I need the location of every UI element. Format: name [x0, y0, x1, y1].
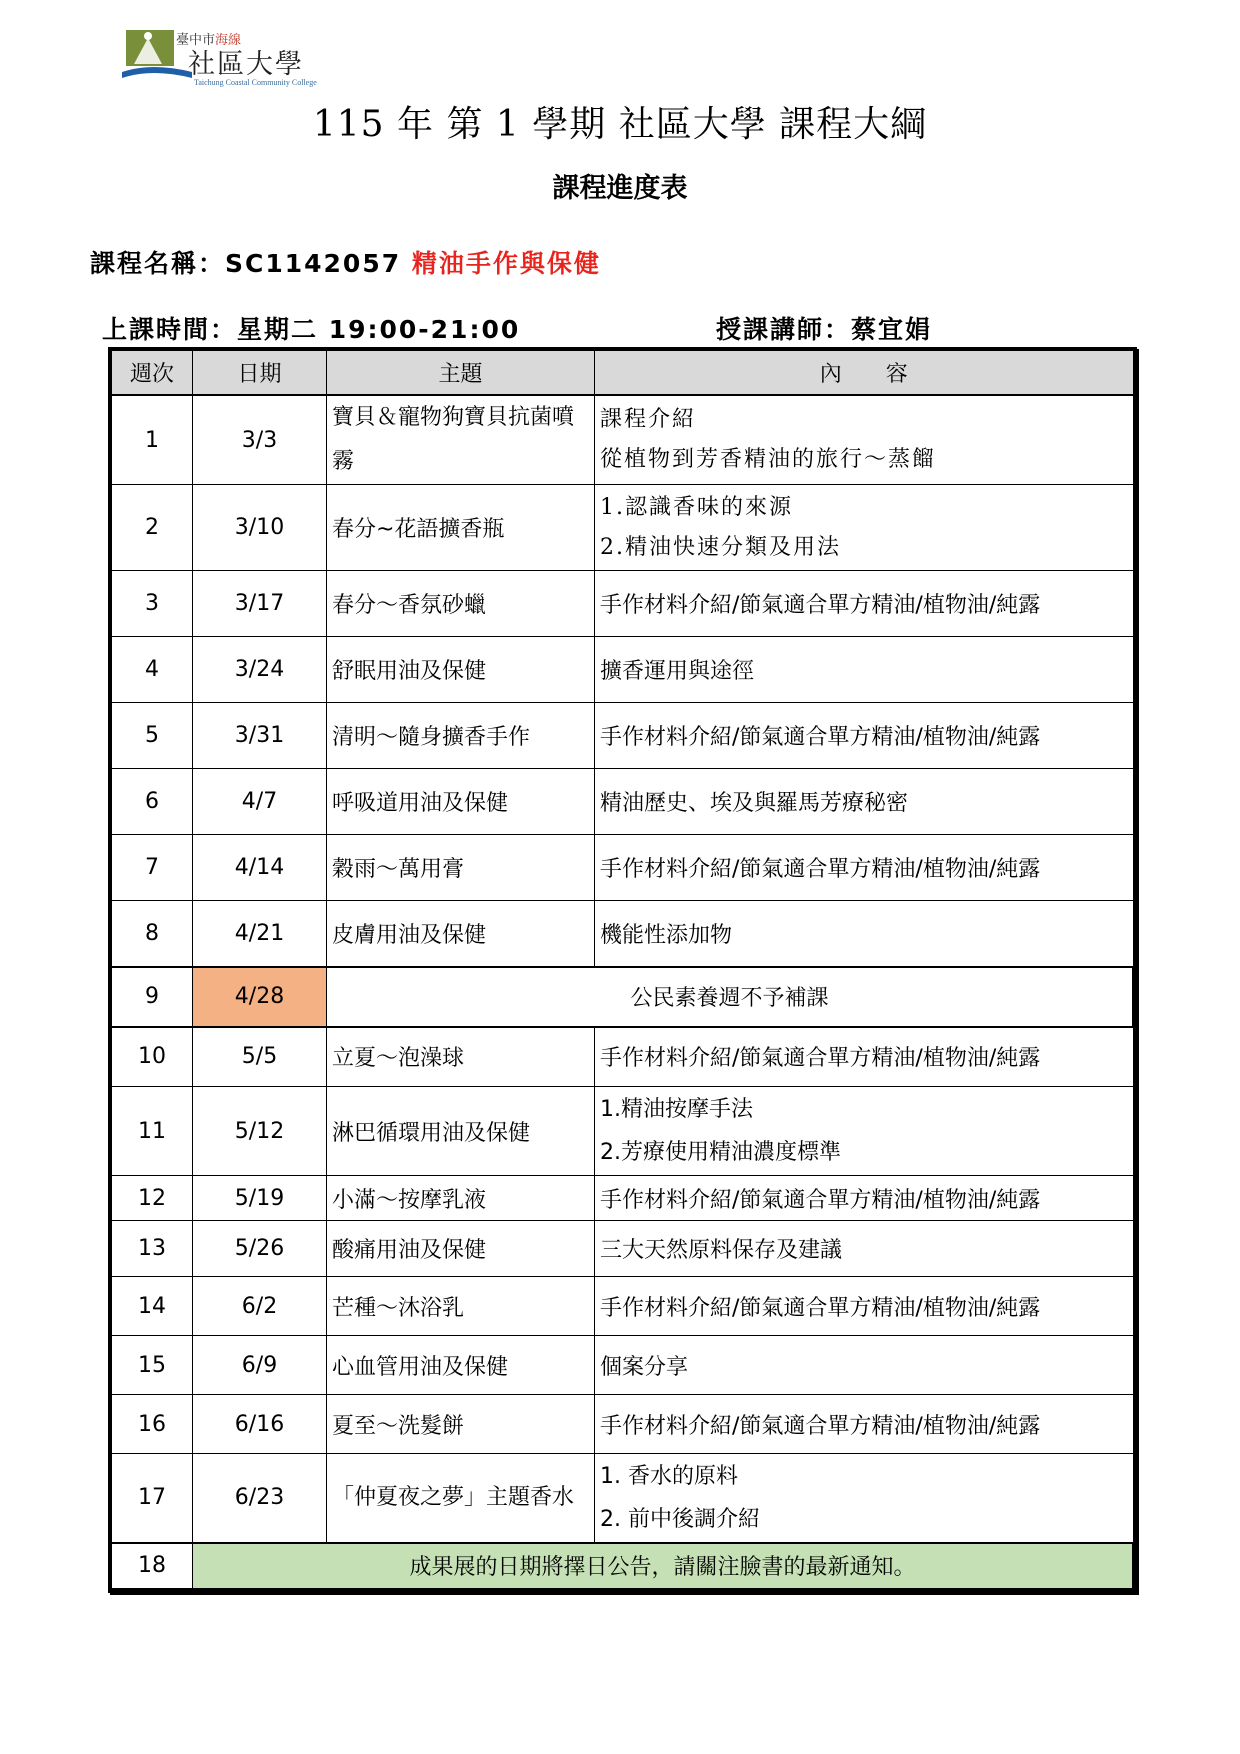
table-row: [112, 1336, 1134, 1395]
college-logo: [122, 26, 322, 87]
topic-cell: 「仲夏夜之夢」主題香水: [327, 1454, 595, 1543]
content-line: 2. 前中後調介紹: [600, 1506, 760, 1532]
content-line: 課程介紹: [600, 407, 697, 432]
content-line: 2.精油快速分類及用法: [600, 534, 841, 560]
date-cell: 3/24: [193, 637, 327, 703]
week-cell: 8: [112, 901, 193, 967]
content-cell: 精油歷史、埃及與羅馬芳療秘密: [595, 769, 1134, 835]
content-cell: 機能性添加物: [595, 901, 1134, 967]
document-title: 115 年 第 1 學期 社區大學 課程大綱: [312, 104, 928, 145]
week-cell: 2: [112, 485, 193, 571]
topic-cell: 酸痛用油及保健: [327, 1221, 595, 1277]
content-line: 1.認識香味的來源: [600, 494, 793, 520]
content-cell: 手作材料介紹/節氣適合單方精油/植物油/純露: [595, 1277, 1134, 1336]
week-cell: 14: [112, 1277, 193, 1336]
table-row-holiday: [112, 967, 1134, 1027]
table-row: [112, 1176, 1134, 1221]
week-cell: 13: [112, 1221, 193, 1277]
schedule-table: [111, 350, 1134, 1590]
content-cell: 手作材料介紹/節氣適合單方精油/植物油/純露: [595, 1176, 1134, 1221]
week-cell: 17: [112, 1454, 193, 1543]
content-cell: 擴香運用與途徑: [595, 637, 1134, 703]
table-row: [112, 571, 1134, 637]
table-row: [112, 485, 1134, 571]
content-cell: 手作材料介紹/節氣適合單方精油/植物油/純露: [595, 1395, 1134, 1454]
table-row: [112, 769, 1134, 835]
table-header-row: [112, 351, 1134, 396]
topic-cell: 淋巴循環用油及保健: [327, 1087, 595, 1176]
table-row: [112, 1087, 1134, 1176]
logo-city-text: 臺中市海線: [176, 33, 242, 48]
topic-cell: 呼吸道用油及保健: [327, 769, 595, 835]
logo-name: 社區大學: [188, 49, 304, 80]
table-row: [112, 1027, 1134, 1087]
week-cell: 18: [112, 1543, 193, 1589]
topic-cell: 夏至～洗髮餅: [327, 1395, 595, 1454]
header-date: 日期: [193, 351, 327, 396]
week-cell: 3: [112, 571, 193, 637]
date-cell: 5/19: [193, 1176, 327, 1221]
topic-cell: 心血管用油及保健: [327, 1336, 595, 1395]
week-cell: 12: [112, 1176, 193, 1221]
content-cell: [595, 1454, 1134, 1543]
date-cell: 6/2: [193, 1277, 327, 1336]
date-cell: 3/3: [193, 395, 327, 485]
content-cell: 手作材料介紹/節氣適合單方精油/植物油/純露: [595, 703, 1134, 769]
week-cell: 7: [112, 835, 193, 901]
topic-cell: 清明～隨身擴香手作: [327, 703, 595, 769]
date-cell: 5/5: [193, 1027, 327, 1087]
week-cell: 6: [112, 769, 193, 835]
topic-cell: 芒種～沐浴乳: [327, 1277, 595, 1336]
date-cell: 4/7: [193, 769, 327, 835]
topic-cell: 舒眠用油及保健: [327, 637, 595, 703]
header-content: 內 容: [595, 351, 1134, 396]
week-cell: 16: [112, 1395, 193, 1454]
table-row: [112, 395, 1134, 485]
date-cell: 6/9: [193, 1336, 327, 1395]
week-cell: 10: [112, 1027, 193, 1087]
date-cell: 4/14: [193, 835, 327, 901]
table-row: [112, 1454, 1134, 1543]
table-row: [112, 901, 1134, 967]
week-cell: 11: [112, 1087, 193, 1176]
logo-english-name: Taichung Coastal Community College: [194, 78, 317, 87]
week-cell: 9: [112, 967, 193, 1027]
content-cell: [595, 395, 1134, 485]
date-cell: 6/23: [193, 1454, 327, 1543]
date-cell: 5/12: [193, 1087, 327, 1176]
table-row: [112, 1395, 1134, 1454]
content-cell: 三大天然原料保存及建議: [595, 1221, 1134, 1277]
content-line: 從植物到芳香精油的旅行～蒸餾: [600, 447, 937, 472]
topic-cell: 春分～香氛砂蠟: [327, 571, 595, 637]
table-row: [112, 1221, 1134, 1277]
topic-cell: 小滿～按摩乳液: [327, 1176, 595, 1221]
document-subtitle: 課程進度表: [552, 173, 688, 204]
date-cell: 6/16: [193, 1395, 327, 1454]
week-cell: 1: [112, 395, 193, 485]
content-line: 1.精油按摩手法: [600, 1097, 753, 1122]
table-row: [112, 835, 1134, 901]
header-week: 週次: [112, 351, 193, 396]
topic-cell: 皮膚用油及保健: [327, 901, 595, 967]
date-cell: 3/31: [193, 703, 327, 769]
week-cell: 5: [112, 703, 193, 769]
table-row-showcase: [112, 1543, 1134, 1589]
topic-cell: 立夏～泡澡球: [327, 1027, 595, 1087]
class-time: 上課時間：星期二 19:00-21:00: [102, 315, 521, 344]
course-name-label: 課程名稱：SC1142057: [90, 249, 402, 278]
date-cell: 4/21: [193, 901, 327, 967]
table-row: [112, 703, 1134, 769]
topic-cell: 春分~花語擴香瓶: [327, 485, 595, 571]
topic-cell: 寶貝＆寵物狗寶貝抗菌噴霧: [327, 395, 595, 485]
schedule-table-frame: [108, 347, 1137, 1593]
content-line: 1. 香水的原料: [600, 1463, 738, 1489]
content-line: 2.芳療使用精油濃度標準: [600, 1140, 841, 1165]
date-cell: 3/17: [193, 571, 327, 637]
date-cell-highlighted: 4/28: [193, 967, 327, 1027]
topic-cell: 穀雨～萬用膏: [327, 835, 595, 901]
week-cell: 15: [112, 1336, 193, 1395]
teacher-name: 授課講師：蔡宜娟: [716, 315, 933, 344]
content-cell: 手作材料介紹/節氣適合單方精油/植物油/純露: [595, 571, 1134, 637]
holiday-notice-cell: 公民素養週不予補課: [327, 967, 1134, 1027]
table-row: [112, 637, 1134, 703]
content-cell: [595, 485, 1134, 571]
course-name-line: [90, 244, 601, 280]
table-row: [112, 1277, 1134, 1336]
date-cell: 5/26: [193, 1221, 327, 1277]
showcase-notice-cell: 成果展的日期將擇日公告，請關注臉書的最新通知。: [193, 1543, 1134, 1589]
content-cell: 手作材料介紹/節氣適合單方精油/植物油/純露: [595, 1027, 1134, 1087]
header-topic: 主題: [327, 351, 595, 396]
week-cell: 4: [112, 637, 193, 703]
content-cell: 手作材料介紹/節氣適合單方精油/植物油/純露: [595, 835, 1134, 901]
date-cell: 3/10: [193, 485, 327, 571]
content-cell: 個案分享: [595, 1336, 1134, 1395]
content-cell: [595, 1087, 1134, 1176]
course-name-value: 精油手作與保健: [411, 249, 601, 278]
